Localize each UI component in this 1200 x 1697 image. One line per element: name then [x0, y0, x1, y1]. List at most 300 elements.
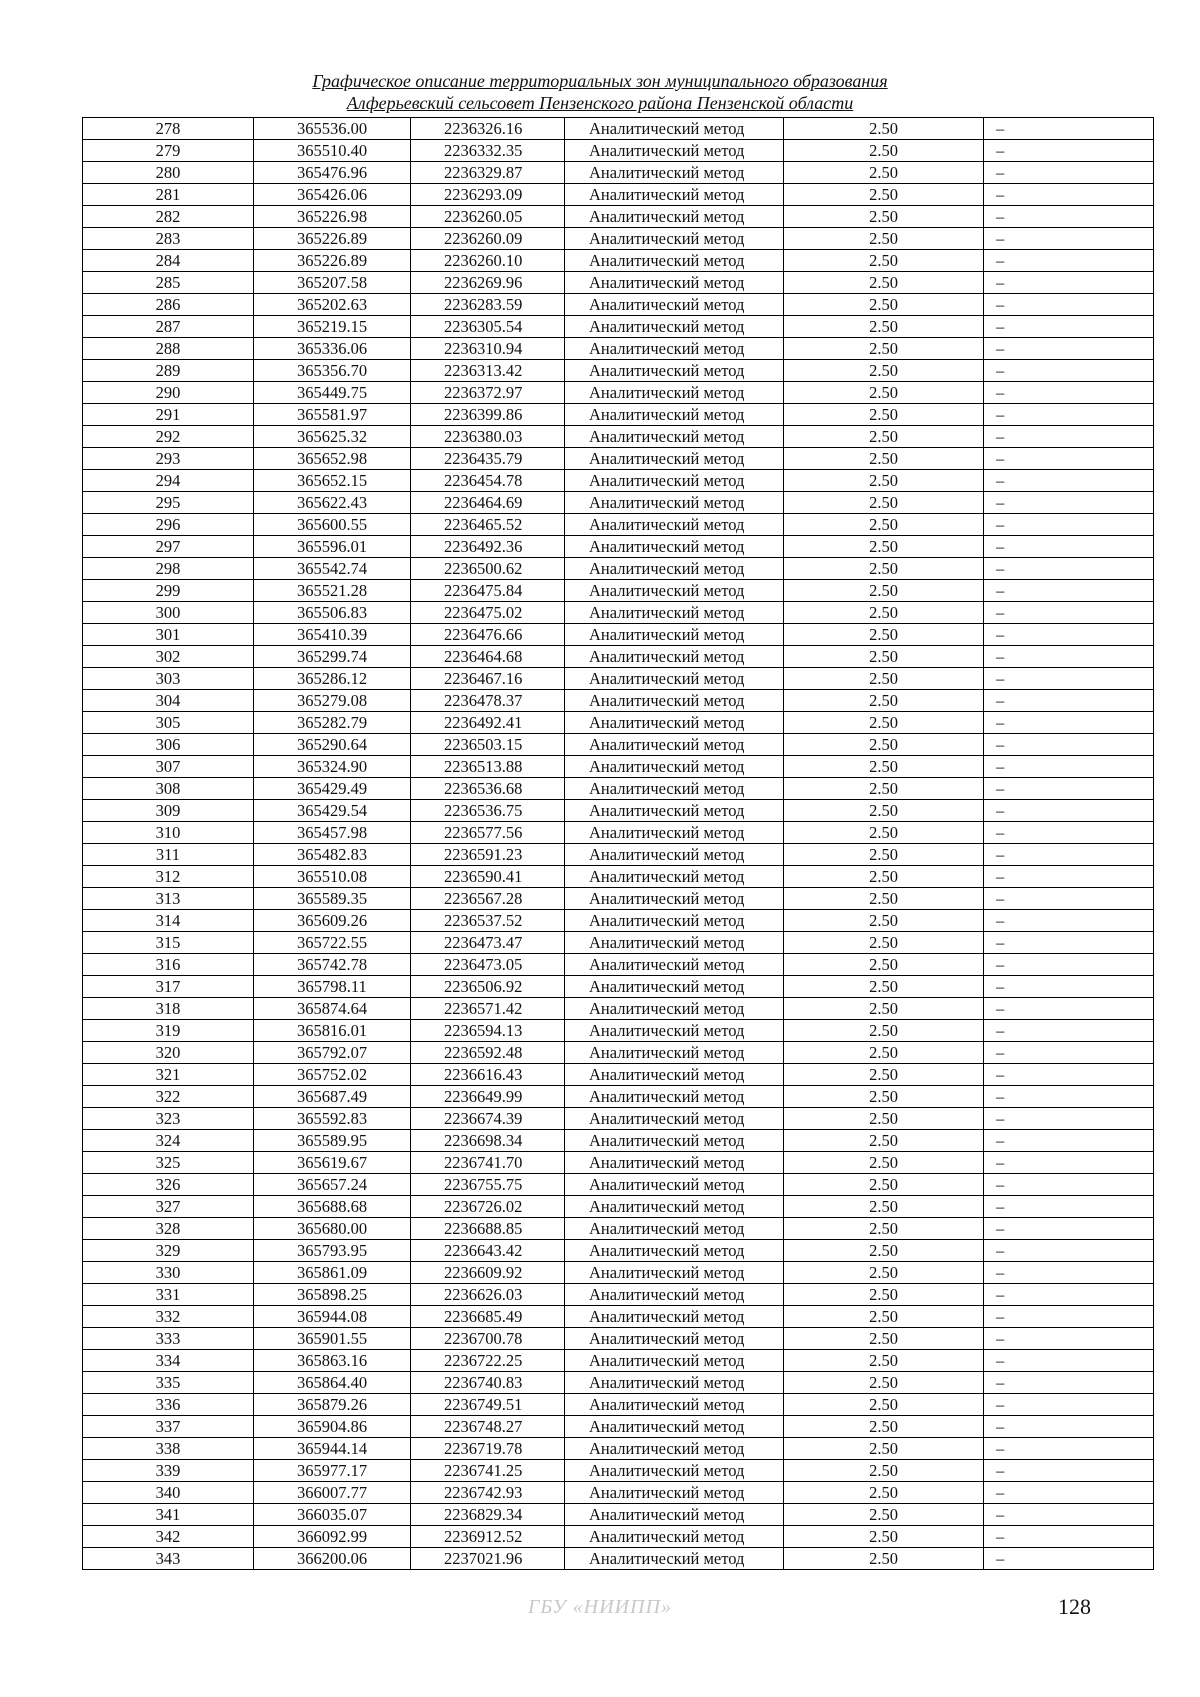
table-row: [83, 1394, 1154, 1416]
point-number-cell: 282: [83, 206, 254, 228]
y-coordinate-cell: 2236260.10: [411, 250, 565, 272]
method-cell: Аналитический метод: [565, 646, 784, 668]
x-coordinate-cell: 365816.01: [254, 1020, 411, 1042]
y-coordinate-cell: 2236591.23: [411, 844, 565, 866]
x-coordinate-cell: 365944.14: [254, 1438, 411, 1460]
table-row: [83, 1108, 1154, 1130]
note-cell: –: [984, 470, 1154, 492]
accuracy-cell: 2.50: [784, 910, 984, 932]
note-cell: –: [984, 1350, 1154, 1372]
x-coordinate-cell: 365226.89: [254, 228, 411, 250]
method-cell: Аналитический метод: [565, 844, 784, 866]
note-cell: –: [984, 1504, 1154, 1526]
note-cell: –: [984, 756, 1154, 778]
point-number-cell: 283: [83, 228, 254, 250]
method-cell: Аналитический метод: [565, 998, 784, 1020]
point-number-cell: 338: [83, 1438, 254, 1460]
accuracy-cell: 2.50: [784, 448, 984, 470]
x-coordinate-cell: 365426.06: [254, 184, 411, 206]
accuracy-cell: 2.50: [784, 360, 984, 382]
accuracy-cell: 2.50: [784, 1262, 984, 1284]
x-coordinate-cell: 365290.64: [254, 734, 411, 756]
point-number-cell: 317: [83, 976, 254, 998]
method-cell: Аналитический метод: [565, 822, 784, 844]
point-number-cell: 331: [83, 1284, 254, 1306]
y-coordinate-cell: 2236465.52: [411, 514, 565, 536]
note-cell: –: [984, 118, 1154, 140]
x-coordinate-cell: 365722.55: [254, 932, 411, 954]
table-row: [83, 118, 1154, 140]
note-cell: –: [984, 1174, 1154, 1196]
y-coordinate-cell: 2236749.51: [411, 1394, 565, 1416]
table-row: [83, 1438, 1154, 1460]
y-coordinate-cell: 2236688.85: [411, 1218, 565, 1240]
y-coordinate-cell: 2236649.99: [411, 1086, 565, 1108]
note-cell: –: [984, 1240, 1154, 1262]
method-cell: Аналитический метод: [565, 140, 784, 162]
note-cell: –: [984, 1548, 1154, 1570]
method-cell: Аналитический метод: [565, 866, 784, 888]
accuracy-cell: 2.50: [784, 1174, 984, 1196]
y-coordinate-cell: 2236590.41: [411, 866, 565, 888]
method-cell: Аналитический метод: [565, 624, 784, 646]
point-number-cell: 299: [83, 580, 254, 602]
document-header: [0, 70, 1200, 114]
accuracy-cell: 2.50: [784, 294, 984, 316]
note-cell: –: [984, 1086, 1154, 1108]
accuracy-cell: 2.50: [784, 470, 984, 492]
note-cell: –: [984, 932, 1154, 954]
y-coordinate-cell: 2236748.27: [411, 1416, 565, 1438]
method-cell: Аналитический метод: [565, 1020, 784, 1042]
x-coordinate-cell: 365874.64: [254, 998, 411, 1020]
method-cell: Аналитический метод: [565, 690, 784, 712]
note-cell: –: [984, 338, 1154, 360]
y-coordinate-cell: 2236567.28: [411, 888, 565, 910]
y-coordinate-cell: 2236742.93: [411, 1482, 565, 1504]
point-number-cell: 330: [83, 1262, 254, 1284]
method-cell: Аналитический метод: [565, 1482, 784, 1504]
note-cell: –: [984, 910, 1154, 932]
point-number-cell: 321: [83, 1064, 254, 1086]
y-coordinate-cell: 2236260.09: [411, 228, 565, 250]
y-coordinate-cell: 2236492.41: [411, 712, 565, 734]
method-cell: Аналитический метод: [565, 492, 784, 514]
point-number-cell: 284: [83, 250, 254, 272]
y-coordinate-cell: 2236283.59: [411, 294, 565, 316]
method-cell: Аналитический метод: [565, 1460, 784, 1482]
point-number-cell: 281: [83, 184, 254, 206]
table-row: [83, 536, 1154, 558]
x-coordinate-cell: 365977.17: [254, 1460, 411, 1482]
accuracy-cell: 2.50: [784, 1372, 984, 1394]
method-cell: Аналитический метод: [565, 118, 784, 140]
table-row: [83, 998, 1154, 1020]
point-number-cell: 314: [83, 910, 254, 932]
method-cell: Аналитический метод: [565, 228, 784, 250]
y-coordinate-cell: 2236260.05: [411, 206, 565, 228]
x-coordinate-cell: 365742.78: [254, 954, 411, 976]
method-cell: Аналитический метод: [565, 404, 784, 426]
coordinates-table-body: [83, 118, 1154, 1570]
y-coordinate-cell: 2236726.02: [411, 1196, 565, 1218]
method-cell: Аналитический метод: [565, 1548, 784, 1570]
table-row: [83, 404, 1154, 426]
table-row: [83, 932, 1154, 954]
x-coordinate-cell: 366007.77: [254, 1482, 411, 1504]
y-coordinate-cell: 2236435.79: [411, 448, 565, 470]
method-cell: Аналитический метод: [565, 1130, 784, 1152]
y-coordinate-cell: 2236492.36: [411, 536, 565, 558]
accuracy-cell: 2.50: [784, 162, 984, 184]
table-row: [83, 910, 1154, 932]
y-coordinate-cell: 2236755.75: [411, 1174, 565, 1196]
note-cell: –: [984, 954, 1154, 976]
x-coordinate-cell: 365589.35: [254, 888, 411, 910]
point-number-cell: 293: [83, 448, 254, 470]
point-number-cell: 306: [83, 734, 254, 756]
note-cell: –: [984, 1438, 1154, 1460]
table-row: [83, 1152, 1154, 1174]
y-coordinate-cell: 2236506.92: [411, 976, 565, 998]
method-cell: Аналитический метод: [565, 910, 784, 932]
accuracy-cell: 2.50: [784, 1460, 984, 1482]
point-number-cell: 341: [83, 1504, 254, 1526]
y-coordinate-cell: 2236912.52: [411, 1526, 565, 1548]
x-coordinate-cell: 365336.06: [254, 338, 411, 360]
y-coordinate-cell: 2236380.03: [411, 426, 565, 448]
note-cell: –: [984, 778, 1154, 800]
y-coordinate-cell: 2236536.68: [411, 778, 565, 800]
y-coordinate-cell: 2236464.69: [411, 492, 565, 514]
x-coordinate-cell: 365457.98: [254, 822, 411, 844]
x-coordinate-cell: 365286.12: [254, 668, 411, 690]
accuracy-cell: 2.50: [784, 514, 984, 536]
y-coordinate-cell: 2236329.87: [411, 162, 565, 184]
y-coordinate-cell: 2236476.66: [411, 624, 565, 646]
table-row: [83, 1328, 1154, 1350]
method-cell: Аналитический метод: [565, 580, 784, 602]
accuracy-cell: 2.50: [784, 778, 984, 800]
method-cell: Аналитический метод: [565, 1240, 784, 1262]
point-number-cell: 309: [83, 800, 254, 822]
y-coordinate-cell: 2236293.09: [411, 184, 565, 206]
accuracy-cell: 2.50: [784, 1130, 984, 1152]
table-row: [83, 668, 1154, 690]
point-number-cell: 320: [83, 1042, 254, 1064]
y-coordinate-cell: 2236685.49: [411, 1306, 565, 1328]
point-number-cell: 297: [83, 536, 254, 558]
method-cell: Аналитический метод: [565, 954, 784, 976]
note-cell: –: [984, 206, 1154, 228]
accuracy-cell: 2.50: [784, 624, 984, 646]
accuracy-cell: 2.50: [784, 1438, 984, 1460]
accuracy-cell: 2.50: [784, 1394, 984, 1416]
accuracy-cell: 2.50: [784, 1064, 984, 1086]
method-cell: Аналитический метод: [565, 536, 784, 558]
point-number-cell: 291: [83, 404, 254, 426]
table-row: [83, 690, 1154, 712]
accuracy-cell: 2.50: [784, 492, 984, 514]
table-row: [83, 206, 1154, 228]
note-cell: –: [984, 1394, 1154, 1416]
point-number-cell: 311: [83, 844, 254, 866]
x-coordinate-cell: 365581.97: [254, 404, 411, 426]
y-coordinate-cell: 2236326.16: [411, 118, 565, 140]
point-number-cell: 340: [83, 1482, 254, 1504]
note-cell: –: [984, 822, 1154, 844]
note-cell: –: [984, 382, 1154, 404]
point-number-cell: 303: [83, 668, 254, 690]
accuracy-cell: 2.50: [784, 1504, 984, 1526]
table-row: [83, 800, 1154, 822]
note-cell: –: [984, 800, 1154, 822]
table-row: [83, 778, 1154, 800]
y-coordinate-cell: 2236464.68: [411, 646, 565, 668]
method-cell: Аналитический метод: [565, 756, 784, 778]
accuracy-cell: 2.50: [784, 1196, 984, 1218]
point-number-cell: 319: [83, 1020, 254, 1042]
x-coordinate-cell: 365596.01: [254, 536, 411, 558]
y-coordinate-cell: 2236643.42: [411, 1240, 565, 1262]
table-row: [83, 470, 1154, 492]
x-coordinate-cell: 365506.83: [254, 602, 411, 624]
accuracy-cell: 2.50: [784, 954, 984, 976]
table-row: [83, 602, 1154, 624]
note-cell: –: [984, 866, 1154, 888]
y-coordinate-cell: 2236372.97: [411, 382, 565, 404]
table-row: [83, 1174, 1154, 1196]
x-coordinate-cell: 365226.89: [254, 250, 411, 272]
note-cell: –: [984, 426, 1154, 448]
point-number-cell: 296: [83, 514, 254, 536]
method-cell: Аналитический метод: [565, 800, 784, 822]
note-cell: –: [984, 184, 1154, 206]
table-row: [83, 624, 1154, 646]
table-row: [83, 712, 1154, 734]
table-row: [83, 1020, 1154, 1042]
table-row: [83, 338, 1154, 360]
note-cell: –: [984, 492, 1154, 514]
table-row: [83, 1460, 1154, 1482]
table-row: [83, 228, 1154, 250]
method-cell: Аналитический метод: [565, 1174, 784, 1196]
note-cell: –: [984, 1482, 1154, 1504]
note-cell: –: [984, 602, 1154, 624]
table-row: [83, 1372, 1154, 1394]
table-row: [83, 1482, 1154, 1504]
accuracy-cell: 2.50: [784, 1218, 984, 1240]
note-cell: –: [984, 1306, 1154, 1328]
note-cell: –: [984, 712, 1154, 734]
note-cell: –: [984, 1196, 1154, 1218]
table-row: [83, 316, 1154, 338]
x-coordinate-cell: 365207.58: [254, 272, 411, 294]
point-number-cell: 329: [83, 1240, 254, 1262]
method-cell: Аналитический метод: [565, 1504, 784, 1526]
method-cell: Аналитический метод: [565, 1416, 784, 1438]
header-line-2: Алферьевский сельсовет Пензенского района Пензенской области: [346, 93, 854, 113]
table-row: [83, 1064, 1154, 1086]
x-coordinate-cell: 365652.15: [254, 470, 411, 492]
method-cell: Аналитический метод: [565, 514, 784, 536]
method-cell: Аналитический метод: [565, 1064, 784, 1086]
y-coordinate-cell: 2236269.96: [411, 272, 565, 294]
method-cell: Аналитический метод: [565, 1306, 784, 1328]
point-number-cell: 289: [83, 360, 254, 382]
accuracy-cell: 2.50: [784, 118, 984, 140]
method-cell: Аналитический метод: [565, 1394, 784, 1416]
point-number-cell: 286: [83, 294, 254, 316]
method-cell: Аналитический метод: [565, 1086, 784, 1108]
point-number-cell: 318: [83, 998, 254, 1020]
table-row: [83, 756, 1154, 778]
table-row: [83, 1350, 1154, 1372]
method-cell: Аналитический метод: [565, 1218, 784, 1240]
y-coordinate-cell: 2236698.34: [411, 1130, 565, 1152]
method-cell: Аналитический метод: [565, 1108, 784, 1130]
table-row: [83, 1262, 1154, 1284]
x-coordinate-cell: 365798.11: [254, 976, 411, 998]
x-coordinate-cell: 365202.63: [254, 294, 411, 316]
accuracy-cell: 2.50: [784, 1284, 984, 1306]
table-row: [83, 866, 1154, 888]
note-cell: –: [984, 976, 1154, 998]
point-number-cell: 324: [83, 1130, 254, 1152]
method-cell: Аналитический метод: [565, 1438, 784, 1460]
x-coordinate-cell: 365898.25: [254, 1284, 411, 1306]
method-cell: Аналитический метод: [565, 206, 784, 228]
x-coordinate-cell: 365592.83: [254, 1108, 411, 1130]
y-coordinate-cell: 2236513.88: [411, 756, 565, 778]
point-number-cell: 307: [83, 756, 254, 778]
x-coordinate-cell: 365219.15: [254, 316, 411, 338]
x-coordinate-cell: 365657.24: [254, 1174, 411, 1196]
method-cell: Аналитический метод: [565, 888, 784, 910]
note-cell: –: [984, 1416, 1154, 1438]
method-cell: Аналитический метод: [565, 382, 784, 404]
y-coordinate-cell: 2236626.03: [411, 1284, 565, 1306]
table-row: [83, 954, 1154, 976]
method-cell: Аналитический метод: [565, 932, 784, 954]
x-coordinate-cell: 365429.49: [254, 778, 411, 800]
x-coordinate-cell: 365476.96: [254, 162, 411, 184]
y-coordinate-cell: 2236500.62: [411, 558, 565, 580]
method-cell: Аналитический метод: [565, 250, 784, 272]
x-coordinate-cell: 365625.32: [254, 426, 411, 448]
accuracy-cell: 2.50: [784, 1548, 984, 1570]
y-coordinate-cell: 2236741.25: [411, 1460, 565, 1482]
x-coordinate-cell: 365688.68: [254, 1196, 411, 1218]
y-coordinate-cell: 2236399.86: [411, 404, 565, 426]
table-row: [83, 1218, 1154, 1240]
note-cell: –: [984, 228, 1154, 250]
table-row: [83, 1240, 1154, 1262]
table-row: [83, 1504, 1154, 1526]
x-coordinate-cell: 365944.08: [254, 1306, 411, 1328]
point-number-cell: 339: [83, 1460, 254, 1482]
method-cell: Аналитический метод: [565, 668, 784, 690]
y-coordinate-cell: 2236592.48: [411, 1042, 565, 1064]
accuracy-cell: 2.50: [784, 866, 984, 888]
point-number-cell: 322: [83, 1086, 254, 1108]
note-cell: –: [984, 690, 1154, 712]
header-line-1: Графическое описание территориальных зон муниципального образования: [312, 71, 888, 91]
method-cell: Аналитический метод: [565, 338, 784, 360]
point-number-cell: 323: [83, 1108, 254, 1130]
accuracy-cell: 2.50: [784, 734, 984, 756]
point-number-cell: 302: [83, 646, 254, 668]
method-cell: Аналитический метод: [565, 1042, 784, 1064]
note-cell: –: [984, 580, 1154, 602]
method-cell: Аналитический метод: [565, 448, 784, 470]
point-number-cell: 325: [83, 1152, 254, 1174]
table-row: [83, 1042, 1154, 1064]
accuracy-cell: 2.50: [784, 1152, 984, 1174]
accuracy-cell: 2.50: [784, 646, 984, 668]
point-number-cell: 301: [83, 624, 254, 646]
table-row: [83, 1416, 1154, 1438]
point-number-cell: 343: [83, 1548, 254, 1570]
point-number-cell: 280: [83, 162, 254, 184]
x-coordinate-cell: 365589.95: [254, 1130, 411, 1152]
table-row: [83, 492, 1154, 514]
point-number-cell: 295: [83, 492, 254, 514]
y-coordinate-cell: 2236332.35: [411, 140, 565, 162]
method-cell: Аналитический метод: [565, 360, 784, 382]
y-coordinate-cell: 2236310.94: [411, 338, 565, 360]
accuracy-cell: 2.50: [784, 690, 984, 712]
x-coordinate-cell: 365861.09: [254, 1262, 411, 1284]
note-cell: –: [984, 646, 1154, 668]
point-number-cell: 285: [83, 272, 254, 294]
point-number-cell: 335: [83, 1372, 254, 1394]
x-coordinate-cell: 365521.28: [254, 580, 411, 602]
accuracy-cell: 2.50: [784, 228, 984, 250]
x-coordinate-cell: 365879.26: [254, 1394, 411, 1416]
note-cell: –: [984, 294, 1154, 316]
accuracy-cell: 2.50: [784, 998, 984, 1020]
y-coordinate-cell: 2236740.83: [411, 1372, 565, 1394]
method-cell: Аналитический метод: [565, 184, 784, 206]
note-cell: –: [984, 250, 1154, 272]
table-row: [83, 1526, 1154, 1548]
table-row: [83, 294, 1154, 316]
x-coordinate-cell: 365904.86: [254, 1416, 411, 1438]
point-number-cell: 312: [83, 866, 254, 888]
table-row: [83, 1196, 1154, 1218]
table-row: [83, 272, 1154, 294]
accuracy-cell: 2.50: [784, 1482, 984, 1504]
note-cell: –: [984, 734, 1154, 756]
accuracy-cell: 2.50: [784, 1086, 984, 1108]
table-row: [83, 976, 1154, 998]
accuracy-cell: 2.50: [784, 316, 984, 338]
accuracy-cell: 2.50: [784, 382, 984, 404]
accuracy-cell: 2.50: [784, 1416, 984, 1438]
x-coordinate-cell: 366200.06: [254, 1548, 411, 1570]
table-row: [83, 844, 1154, 866]
note-cell: –: [984, 448, 1154, 470]
accuracy-cell: 2.50: [784, 558, 984, 580]
point-number-cell: 333: [83, 1328, 254, 1350]
table-row: [83, 360, 1154, 382]
x-coordinate-cell: 365752.02: [254, 1064, 411, 1086]
note-cell: –: [984, 1130, 1154, 1152]
table-row: [83, 1284, 1154, 1306]
accuracy-cell: 2.50: [784, 1526, 984, 1548]
y-coordinate-cell: 2236674.39: [411, 1108, 565, 1130]
